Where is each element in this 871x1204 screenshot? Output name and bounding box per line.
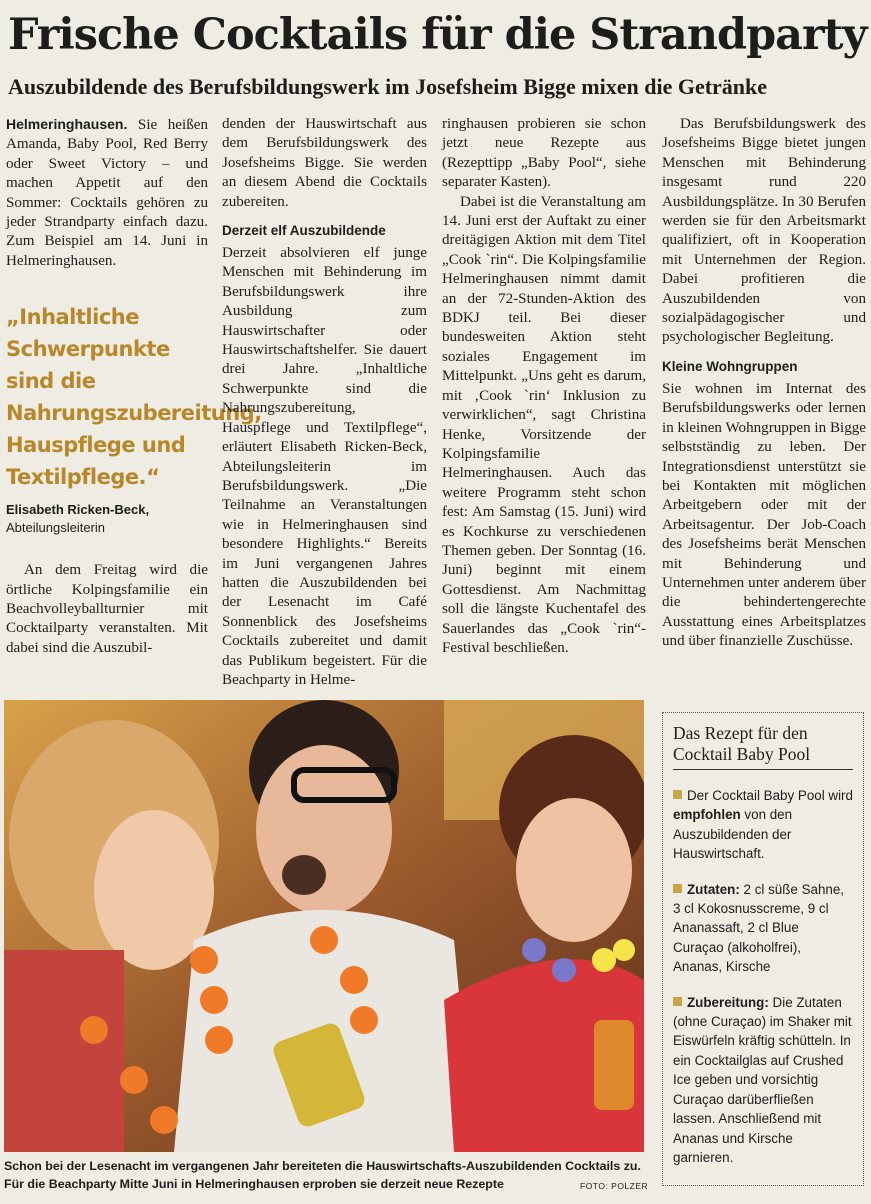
column-1-paragraph: An dem Freitag wird die örtliche Kolpingsfamilie ein Beachvolleyballturnier mit Cocktailparty veranstalten. Mit dabei sind die Auszubil- xyxy=(6,562,208,656)
lead-text: Sie heißen Amanda, Baby Pool, Red Berry oder Sweet Victory – und machen Appetit auf den Sommer: Cocktails gehören zu jeder Strandparty einfach dazu. Zum Beispiel am 14. Juni in Helmeringhausen. xyxy=(6,117,208,269)
recipe-intro-text-a: Der Cocktail Baby Pool wird xyxy=(687,788,853,803)
subheading-auszubildende: Derzeit elf Auszubildende xyxy=(222,223,386,239)
ingredients-label: Zutaten: xyxy=(687,881,740,897)
column-2-paragraph-2: Derzeit absolvieren elf junge Menschen mit Behinderung im Berufsbildungswerk ihre Ausbildung zum Hauswirtschafter oder Hauswirtschaftshelfer. Sie dauert drei Jahre. „Inhaltliche Schwerpunkte sind die Nahrungszubereitung, Hauspflege und Textilpflege“, erläutert Elisabeth Ricken-Beck, Abteilungsleiterin im Berufsbildungswerk. „Die Teilnahme an Veranstaltungen wie in Helmeringhausen sind besondere Highlights.“ Bereits im Juni vergangenen Jahres hatten die Auszubildenden bei der Lesenacht im Café Sonnenblick des Josefsheims Cocktails zubereitet und damit das Publikum begeistert. Für die Beachparty in Helme- xyxy=(222,245,427,688)
column-2-paragraph-1: denden der Hauswirtschaft aus dem Berufsbildungswerk des Josefsheims Bigge. Sie werden an diesem Abend die Cocktails zubereiten. xyxy=(222,116,427,210)
pull-quote: „Inhaltliche Schwerpunkte sind die Nahrungszubereitung, Hauspflege und Textilpflege.“ xyxy=(6,305,262,490)
article-subheadline: Auszubildende des Berufsbildungswerk im Josefsheim Bigge mixen die Getränke xyxy=(8,74,768,99)
recipe-title: Das Rezept für den Cocktail Baby Pool xyxy=(673,723,853,770)
quote-author: Elisabeth Ricken-Beck, xyxy=(6,502,150,518)
article-photo xyxy=(4,700,644,1152)
caption-line-1: Schon bei der Lesenacht im vergangenen Jahr bereiteten die Hauswirtschafts-Auszubildenden Cocktails zu. xyxy=(4,1159,641,1173)
subheading-wohngruppen: Kleine Wohngruppen xyxy=(662,358,798,374)
recipe-body xyxy=(673,786,853,1167)
column-4-paragraph-2: Sie wohnen im Internat des Berufsbildungswerks oder lernen in kleinen Wohngruppen in Bigge selbstständig zu leben. Der Integrationsdienst unterstützt sie bei Kontakten mit möglichen Arbeitgebern oder mit der Arbeitsagentur. Der Job-Coach des Josefsheims berät Menschen mit Behinderung und Unternehmen unter anderem über die behindertengerechte Ausstattung eines Arbeitsplatzes und über finanzielle Zuschüsse. xyxy=(662,380,866,650)
dateline: Helmeringhausen. xyxy=(6,116,128,132)
photo-credit: FOTO: POLZER xyxy=(580,1181,649,1191)
recipe-ingredients xyxy=(673,880,853,977)
column-3 xyxy=(442,115,646,658)
column-3-paragraph-2: Dabei ist die Veranstaltung am 14. Juni erst der Auftakt zu einer dreitägigen Aktion mit dem Titel „Cook `rin“. Die Kolpingsfamilie Helmeringhausen nimmt damit an der 72-Stunden-Aktion des BDKJ teil. Bei dieser bundesweiten Aktion steht soziales Engagement im Mittelpunkt. „Uns geht es darum, mit ‚Cook `rin‘ Inklusion zu verwirklichen“, sagt Christina Henke, Vorsitzende der Kolpingsfamilie Helmeringhausen. Auch das weitere Programm steht schon fest: Am Samstag (15. Juni) wird es Kochkurse zu verschiedenen Themen geben. Der Sonntag (16. Juni) beginnt mit einem Gottesdienst. Am Nachmittag soll die längste Kuchentafel des Sauerlandes das „Cook `rin“-Festival beschließen. xyxy=(442,193,646,656)
column-4-paragraph-1: Das Berufsbildungswerk des Josefsheims Bigge bietet jungen Menschen mit Behinderung insgesamt rund 220 Ausbildungsplätze. In 30 Berufen werden sie für den Arbeitsmarkt qualifiziert, oft in Kooperation mit Unternehmen der Region. Dabei profitieren die Auszubildenden von sozialpädagogischer und psychologischer Begleitung. xyxy=(662,116,866,346)
column-2 xyxy=(222,115,427,690)
column-1-lead xyxy=(6,115,208,271)
photo-caption xyxy=(4,1157,644,1193)
bullet-square-icon xyxy=(673,790,682,799)
preparation-label: Zubereitung: xyxy=(687,994,769,1010)
quote-role: Abteilungsleiterin xyxy=(6,520,106,536)
recipe-intro-text-b: von den Auszubildenden der Hauswirtschaft. xyxy=(673,807,793,862)
photo-illustration xyxy=(4,700,644,1152)
recipe-preparation xyxy=(673,993,853,1168)
caption-line-2: Für die Beachparty Mitte Juni in Helmeringhausen erproben sie derzeit neue Rezepte xyxy=(4,1177,504,1191)
bullet-square-icon xyxy=(673,884,682,893)
preparation-text: Die Zutaten (ohne Curaçao) im Shaker mit Eiswürfeln kräftig schütteln. In ein Cocktailglas auf Crushed Ice geben und vorsichtig Curaçao darüberfließen lassen. Anschließend mit Ananas und Kirsche garnieren. xyxy=(673,994,852,1165)
pull-quote-attribution xyxy=(6,501,208,537)
recipe-intro xyxy=(673,786,853,864)
recipe-box xyxy=(662,712,864,1186)
column-1 xyxy=(6,115,262,658)
bullet-square-icon xyxy=(673,997,682,1006)
article-headline: Frische Cocktails für die Strandparty xyxy=(8,10,867,60)
ingredients-text: 2 cl süße Sahne, 3 cl Kokosnusscreme, 9 cl Ananassaft, 2 cl Blue Curaçao (alkoholfrei), Ananas, Kirsche xyxy=(673,881,845,975)
recipe-intro-bold: empfohlen xyxy=(673,807,741,823)
column-4 xyxy=(662,115,866,652)
column-3-paragraph-1: ringhausen probieren sie schon jetzt neue Rezepte aus (Rezepttipp „Baby Pool“, siehe separater Kasten). xyxy=(442,116,646,191)
